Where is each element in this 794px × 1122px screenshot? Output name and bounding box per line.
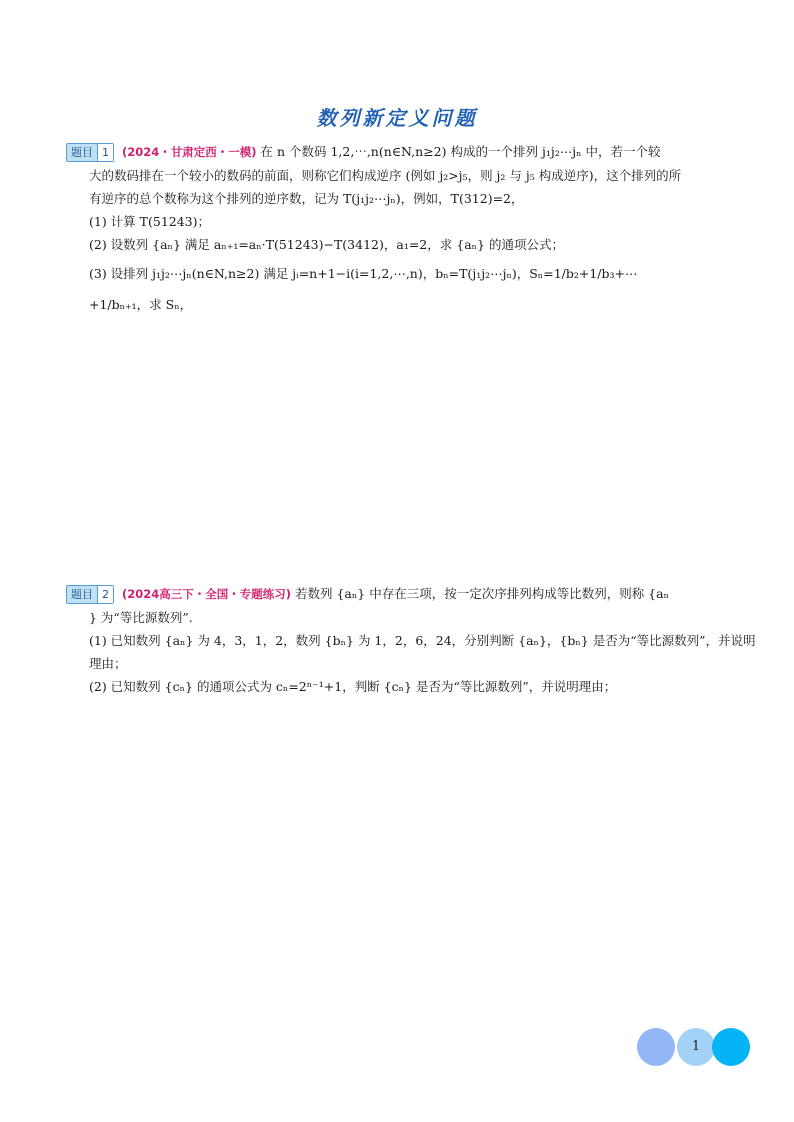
sub-question-2: (2) 已知数列 {cₙ} 的通项公式为 cₙ=2ⁿ⁻¹+1，判断 {cₙ} 是否为“等比源数列”，并说明理由； <box>89 679 617 694</box>
problem-1 <box>66 140 730 316</box>
problem-stem-text: 有逆序的总个数称为这个排列的逆序数，记为 T(j₁j₂⋯jₙ)，例如，T(312)=2， <box>89 191 524 206</box>
problem-1-stem <box>66 140 730 164</box>
problem-source: (2024高三下・全国・专题练习) <box>121 587 292 601</box>
problem-badge: 题目 2 <box>66 585 114 604</box>
sub-question-3-cont: +1/bₙ₊₁，求 Sₙ， <box>89 297 193 312</box>
sub-question-3: (3) 设排列 j₁j₂⋯jₙ(n∈N,n≥2) 满足 jᵢ=n+1−i(i=1,2,⋯,n)，bₙ=T(j₁j₂⋯jₙ)，Sₙ=1/b₂+1/b₃+⋯ <box>89 266 638 281</box>
page-title: 数列新定义问题 <box>316 106 478 130</box>
sub-question-1-cont: 理由； <box>89 656 127 671</box>
sub-question-2: (2) 设数列 {aₙ} 满足 aₙ₊₁=aₙ·T(51243)−T(3412)，a₁=2，求 {aₙ} 的通项公式； <box>89 237 564 252</box>
page-circle-right <box>712 1028 750 1066</box>
problem-stem-text: 在 n 个数码 1,2,⋯,n(n∈N,n≥2) 构成的一个排列 j₁j₂⋯jₙ 中，若一个较 <box>260 144 661 159</box>
problem-stem-text: } 为“等比源数列”. <box>89 610 193 625</box>
problem-badge: 题目 1 <box>66 143 114 162</box>
sub-question-1: (1) 已知数列 {aₙ} 为 4，3，1，2，数列 {bₙ} 为 1，2，6，24，分别判断 {aₙ}，{bₙ} 是否为“等比源数列”，并说明 <box>89 633 756 648</box>
problem-stem-text: 若数列 {aₙ} 中存在三项，按一定次序排列构成等比数列，则称 {aₙ <box>295 586 670 601</box>
page-circle-left <box>637 1028 675 1066</box>
problem-stem-text: 大的数码排在一个较小的数码的前面，则称它们构成逆序 (例如 j₂>j₅，则 j₂ 与 j₅ 构成逆序)，这个排列的所 <box>89 168 682 183</box>
problem-2-stem <box>66 582 730 606</box>
page-number: 1 <box>691 1039 701 1054</box>
problem-2 <box>66 582 756 698</box>
problem-source: (2024・甘肃定西・一模) <box>121 145 257 159</box>
sub-question-1: (1) 计算 T(51243)； <box>89 214 211 229</box>
